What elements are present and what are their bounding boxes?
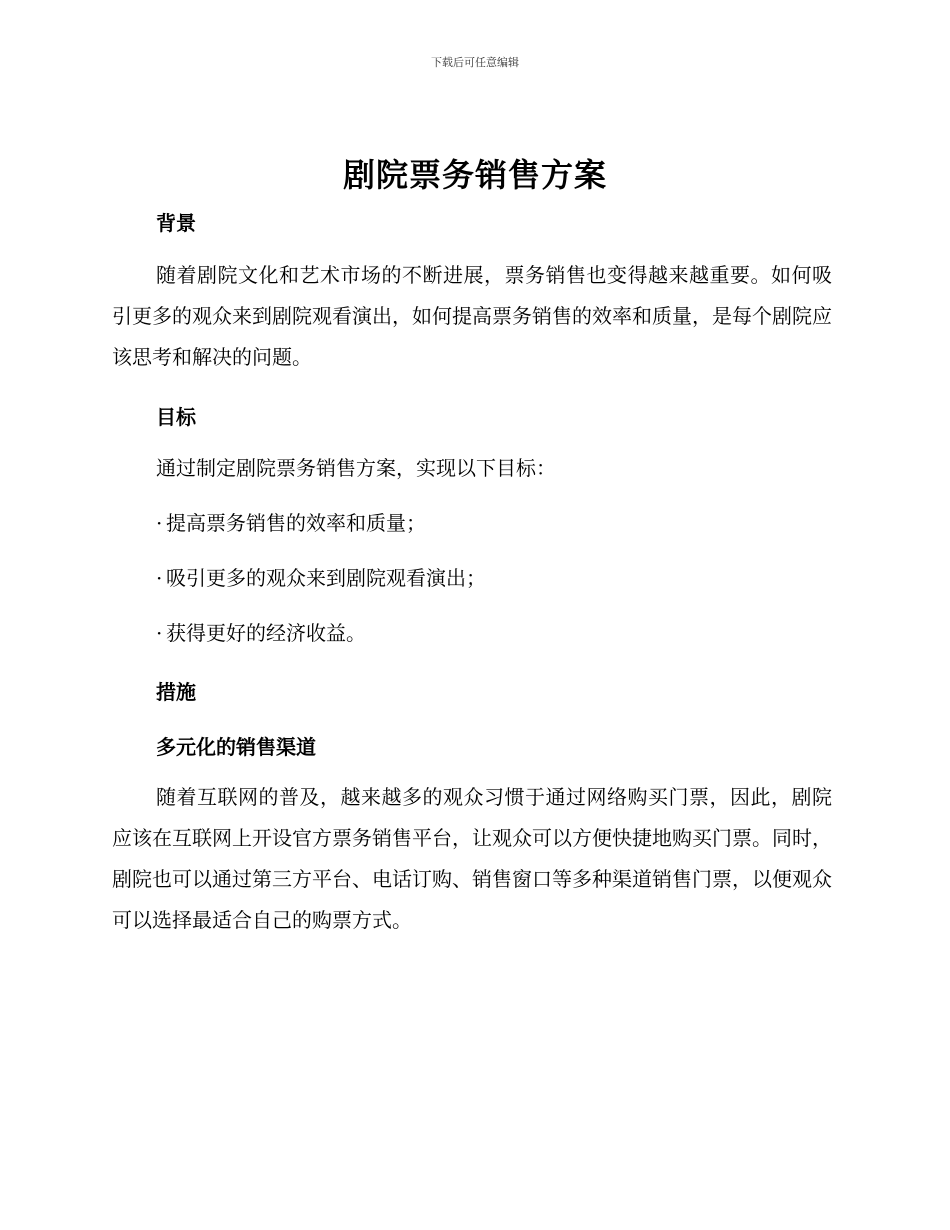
paragraph-sales-channels: 随着互联网的普及，越来越多的观众习惯于通过网络购买门票，因此，剧院应该在互联网上开设官方票务销售平台，让观众可以方便快捷地购买门票。同时，剧院也可以通过第三方平台、电话订购、销售窗口等多种渠道销售门票，以便观众可以选择最适合自己的购票方式。: [112, 785, 832, 932]
paragraph-background: 随着剧院文化和艺术市场的不断进展，票务销售也变得越来越重要。如何吸引更多的观众来到剧院观看演出，如何提高票务销售的效率和质量，是每个剧院应该思考和解决的问题。: [112, 263, 832, 369]
bullet-marker: ·: [156, 566, 163, 590]
heading-goals: 目标: [156, 405, 196, 429]
header-note: 下载后可任意编辑: [431, 56, 519, 69]
bullet-marker: ·: [156, 511, 163, 535]
heading-background: 背景: [156, 211, 196, 235]
list-item: [156, 509, 426, 537]
list-item: [156, 564, 486, 592]
list-item-text: 提高票务销售的效率和质量；: [166, 511, 426, 535]
heading-measures: 措施: [156, 680, 196, 704]
list-item-text: 吸引更多的观众来到剧院观看演出；: [166, 566, 486, 590]
bullet-marker: ·: [156, 621, 163, 645]
list-item: [156, 619, 366, 647]
subheading-sales-channels: 多元化的销售渠道: [156, 735, 316, 759]
goals-intro: 通过制定剧院票务销售方案，实现以下目标：: [156, 456, 556, 480]
list-item-text: 获得更好的经济收益。: [166, 621, 366, 645]
document-title: 剧院票务销售方案: [342, 156, 607, 194]
